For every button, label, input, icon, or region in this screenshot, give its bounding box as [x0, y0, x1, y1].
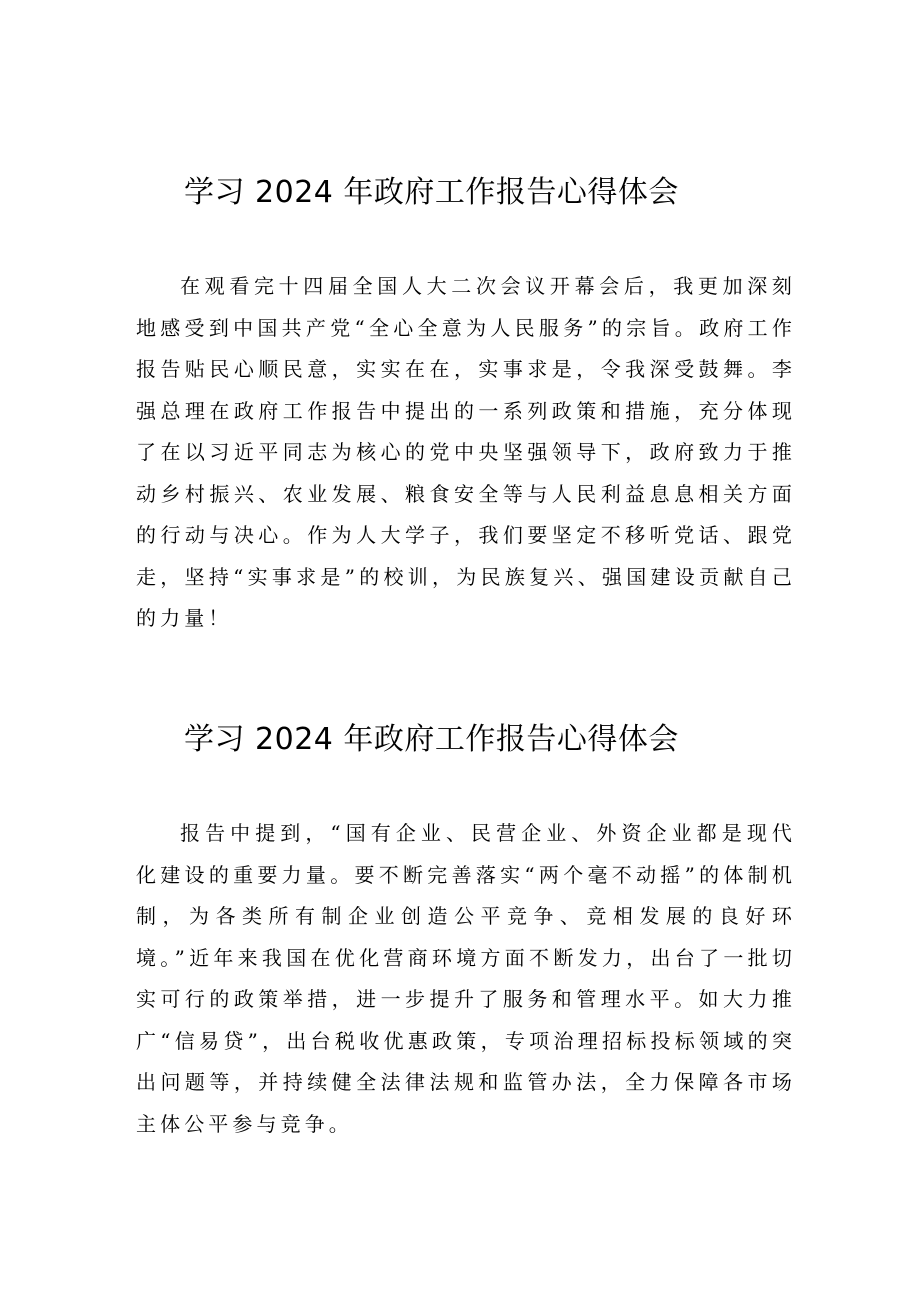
- section-2-paragraph: 报告中提到，“国有企业、民营企业、外资企业都是现代化建设的重要力量。要不断完善落实“两个毫不动摇”的体制机制，为各类所有制企业创造公平竞争、竞相发展的良好环境。”近年来我国在优化营商环境方面不断发力，出台了一批切实可行的政策举措，进一步提升了服务和管理水平。如大力推广“信易贷”，出台税收优惠政策，专项治理招标投标领域的突出问题等，并持续健全法律法规和监管办法，全力保障各市场主体公平参与竞争。: [136, 821, 796, 1136]
- section-1-paragraph: 在观看完十四届全国人大二次会议开幕会后，我更加深刻地感受到中国共产党“全心全意为人民服务”的宗旨。政府工作报告贴民心顺民意，实实在在，实事求是，令我深受鼓舞。李强总理在政府工作报告中提出的一系列政策和措施，充分体现了在以习近平同志为核心的党中央坚强领导下，政府致力于推动乡村振兴、农业发展、粮食安全等与人民利益息息相关方面的行动与决心。作为人大学子，我们要坚定不移听党话、跟党走，坚持“实事求是”的校训，为民族复兴、强国建设贡献自己的力量！: [136, 274, 796, 630]
- section-1-title: 学习 2024 年政府工作报告心得体会: [184, 175, 679, 210]
- section-2-title: 学习 2024 年政府工作报告心得体会: [184, 722, 679, 757]
- section-1: [136, 168, 796, 640]
- section-2: [136, 715, 796, 1145]
